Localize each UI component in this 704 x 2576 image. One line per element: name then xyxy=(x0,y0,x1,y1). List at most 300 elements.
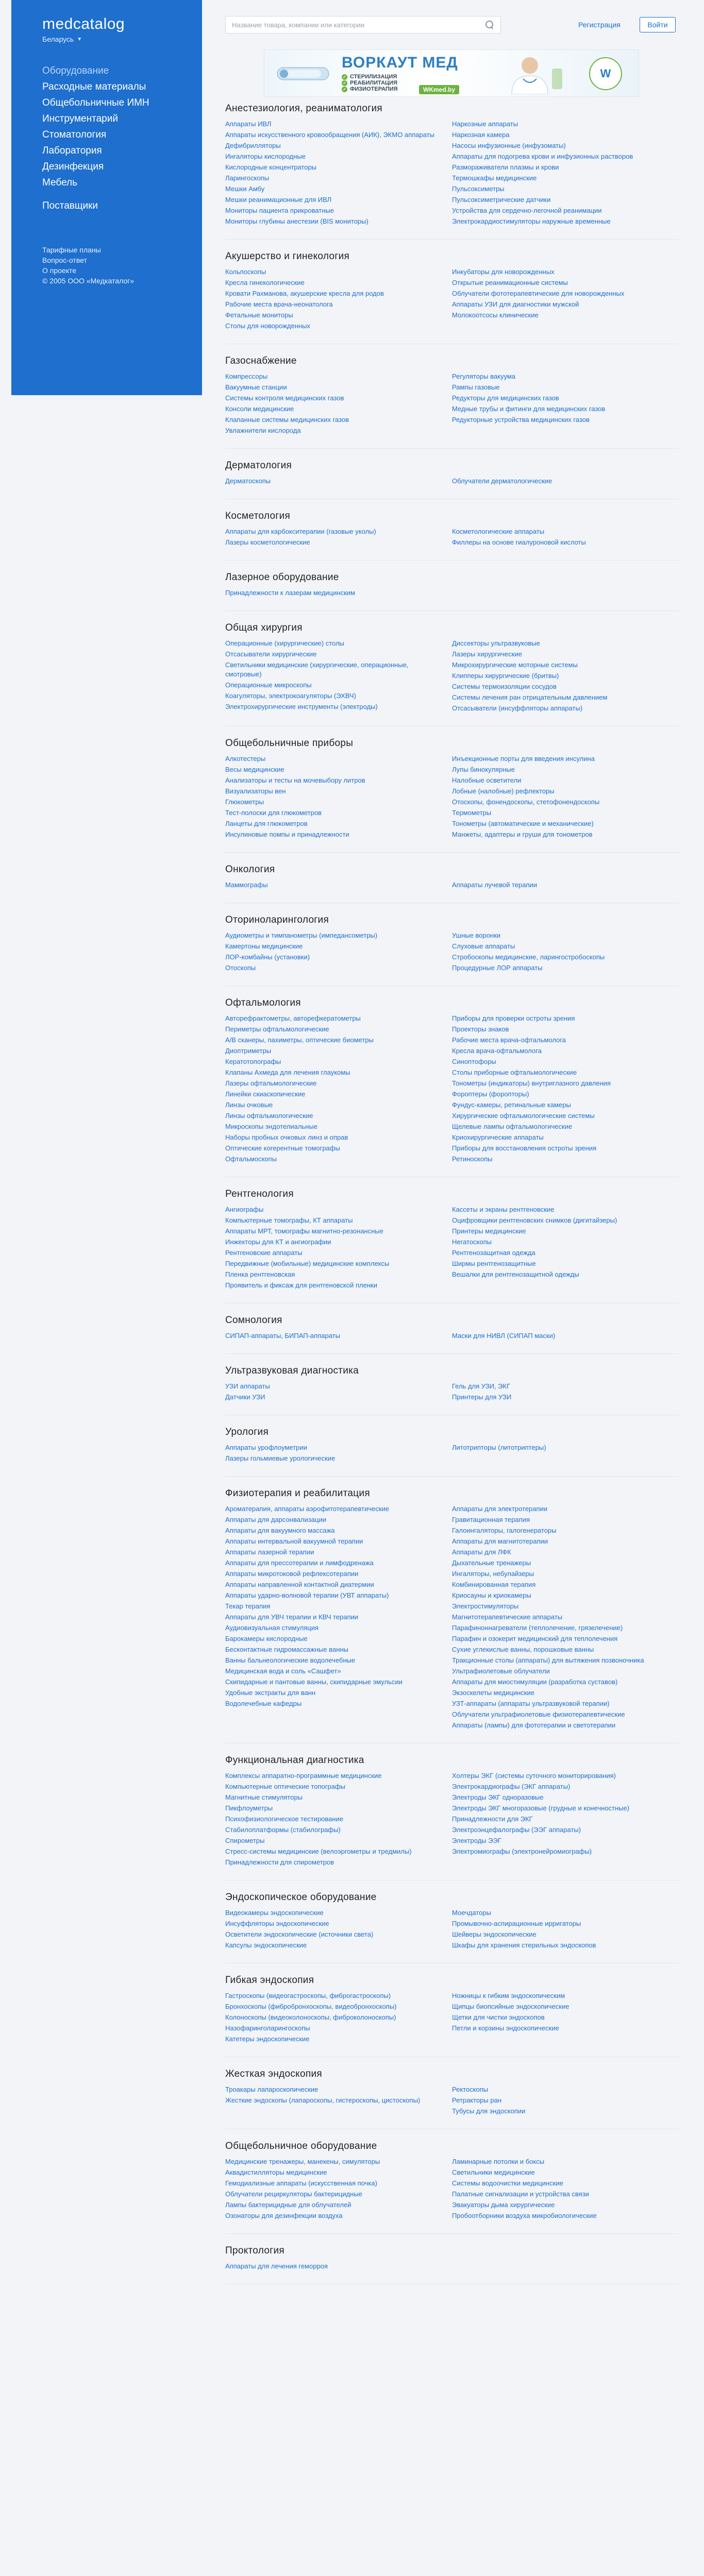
category-link[interactable]: Рампы газовые xyxy=(452,383,500,391)
section-title: Гибкая эндоскопия xyxy=(225,1975,314,1986)
category-link[interactable]: Отоскопы xyxy=(225,964,256,972)
category-link[interactable]: Электроды ЭКГ многоразовые (грудные и конечностные) xyxy=(452,1804,630,1812)
category-link[interactable]: Кровати Рахманова, акушерские кресла для родов xyxy=(225,290,384,297)
footer-faq[interactable]: Вопрос-ответ xyxy=(42,256,87,264)
category-link[interactable]: Клапанные системы медицинских газов xyxy=(225,416,349,423)
category-link[interactable]: Электроды ЭЭГ xyxy=(452,1837,501,1844)
category-link[interactable]: Электроэнцефалографы (ЭЭГ аппараты) xyxy=(452,1826,581,1834)
category-link[interactable]: Ширмы рентгенозащитные xyxy=(452,1260,536,1267)
category-link[interactable]: Парафиноннагреватели (теплолечение, грязелечение) xyxy=(452,1624,623,1632)
category-column-left xyxy=(225,477,452,487)
category-link[interactable]: Приборы для восстановления остроты зрения xyxy=(452,1144,597,1152)
category-link[interactable]: Системы термоизоляции сосудов xyxy=(452,683,557,690)
nav-item[interactable]: Мебель xyxy=(42,177,77,188)
category-link[interactable]: Косметологические аппараты xyxy=(452,528,545,535)
nav-item[interactable]: Стоматология xyxy=(42,129,107,140)
category-link[interactable]: Рабочие места врача-офтальмолога xyxy=(452,1036,566,1044)
catalog-section xyxy=(225,1189,679,1303)
category-link[interactable]: ЛОР-комбайны (установки) xyxy=(225,953,310,961)
category-link[interactable]: Аппараты лазерной терапии xyxy=(225,1548,314,1556)
category-link[interactable]: Тракционные столы (аппараты) для вытяжения позвоночника xyxy=(452,1656,644,1664)
category-link[interactable]: Отоскопы, фонендоскопы, стетофонендоскопы xyxy=(452,798,600,806)
category-link[interactable]: Эвакуаторы дыма хирургические xyxy=(452,2201,555,2209)
category-link[interactable]: Бесконтактные гидромассажные ванны xyxy=(225,1646,348,1653)
category-link[interactable]: Ламинарные потолки и боксы xyxy=(452,2158,545,2165)
category-link[interactable]: Компьютерные оптические топографы xyxy=(225,1783,345,1790)
category-column-right xyxy=(452,1771,679,1869)
category-link[interactable]: Ретракторы ран xyxy=(452,2096,502,2104)
category-link[interactable]: Облучатели фототерапевтические для новорожденных xyxy=(452,290,625,297)
catalog-section xyxy=(225,864,679,903)
category-link[interactable]: Мешки Амбу xyxy=(225,185,265,193)
category-link[interactable]: Катетеры эндоскопические xyxy=(225,2035,310,2043)
category-link[interactable]: Аппараты интервальной вакуумной терапии xyxy=(225,1537,363,1545)
suppliers-nav xyxy=(42,198,171,214)
category-link[interactable]: Устройства для сердечно-легочной реанимации xyxy=(452,207,602,214)
category-column-left xyxy=(225,1908,452,1952)
section-title: Общебольничное оборудование xyxy=(225,2141,377,2151)
banner-line: ✓ СТЕРИЛИЗАЦИЯ xyxy=(342,74,397,80)
category-link[interactable]: Аппараты для подогрева крови и инфузионных растворов xyxy=(452,152,633,160)
category-link[interactable]: Назофаринголарингоскопы xyxy=(225,2024,310,2032)
category-link[interactable]: Лампы бактерицидные для облучателей xyxy=(225,2201,351,2209)
category-link[interactable]: Редукторы для медицинских газов xyxy=(452,394,559,402)
category-link[interactable]: Рентгенозащитная одежда xyxy=(452,1249,535,1257)
category-link[interactable]: Передвижные (мобильные) медицинские комплексы xyxy=(225,1260,390,1267)
category-link[interactable]: Налобные осветители xyxy=(452,776,522,784)
section-title: Онкология xyxy=(225,864,275,875)
category-link[interactable]: Маски для НИВЛ (СИПАП маски) xyxy=(452,1332,556,1340)
category-link[interactable]: Наборы пробных очковых линз и оправ xyxy=(225,1133,348,1141)
sidebar xyxy=(11,0,202,395)
search-input[interactable] xyxy=(232,21,485,29)
section-title: Лазерное оборудование xyxy=(225,572,339,583)
wk-logo-icon: W xyxy=(589,57,622,90)
category-link[interactable]: Троакары лапароскопические xyxy=(225,2086,319,2093)
section-title: Акушерство и гинекология xyxy=(225,251,350,262)
category-link[interactable]: Операционные (хирургические) столы xyxy=(225,639,344,647)
category-link[interactable]: Ушные воронки xyxy=(452,931,501,939)
category-link[interactable]: Отсасыватели хирургические xyxy=(225,650,317,658)
category-link[interactable]: Процедурные ЛОР аппараты xyxy=(452,964,543,972)
category-link[interactable]: Диоптриметры xyxy=(225,1047,272,1055)
category-link[interactable]: Системы контроля медицинских газов xyxy=(225,394,344,402)
category-link[interactable]: Стресс-системы медицинские (велоэргометры и тредмилы) xyxy=(225,1848,412,1855)
section-title: Ультразвуковая диагностика xyxy=(225,1365,359,1376)
category-link[interactable]: Гемодиализные аппараты (искусственная почка) xyxy=(225,2179,377,2187)
category-link[interactable]: Пикфлоуметры xyxy=(225,1804,273,1812)
category-link[interactable]: Принтеры медицинские xyxy=(452,1227,526,1235)
category-link[interactable]: Ангиографы xyxy=(225,1206,264,1213)
category-link[interactable]: Облучатели рециркуляторы бактерицидные xyxy=(225,2190,362,2198)
category-link[interactable]: Ланцеты для глюкометров xyxy=(225,820,308,827)
category-link[interactable]: Кератотопографы xyxy=(225,1058,281,1065)
category-link[interactable]: Тонометры (индикаторы) внутриглазного давления xyxy=(452,1079,611,1087)
category-link[interactable]: Комплексы аппаратно-программные медицинские xyxy=(225,1772,382,1780)
category-link[interactable]: Пульсоксиметрические датчики xyxy=(452,196,551,204)
category-link[interactable]: Мешки реанимационные для ИВЛ xyxy=(225,196,332,204)
category-link[interactable]: Петли и корзины эндоскопические xyxy=(452,2024,559,2032)
section-title: Сомнология xyxy=(225,1315,282,1326)
category-link[interactable]: Термометры xyxy=(452,809,492,817)
category-link[interactable]: Насосы инфузионные (инфузоматы) xyxy=(452,142,566,149)
category-link[interactable]: Медицинская вода и соль «Сашфет» xyxy=(225,1667,341,1675)
category-link[interactable]: Инсулиновые помпы и принадлежности xyxy=(225,831,349,838)
category-link[interactable]: Линзы офтальмологические xyxy=(225,1112,313,1120)
category-link[interactable]: Промывочно-аспирационные ирригаторы xyxy=(452,1920,581,1927)
chevron-down-icon: ▼ xyxy=(77,36,82,42)
category-link[interactable]: Аппараты для миостимуляции (разработка суставов) xyxy=(452,1678,618,1686)
category-column-right xyxy=(452,639,679,715)
category-column-left xyxy=(225,880,452,891)
category-link[interactable]: Тонометры (автоматические и механические) xyxy=(452,820,594,827)
category-link[interactable]: Молокоотсосы клинические xyxy=(452,311,539,319)
category-link[interactable]: Спирометры xyxy=(225,1837,265,1844)
ad-banner[interactable] xyxy=(264,49,639,97)
catalog-section xyxy=(225,460,679,499)
category-link[interactable]: Проявитель и фиксаж для рентгеновской пленки xyxy=(225,1281,377,1289)
category-link[interactable]: Светильники медицинские (хирургические, операционные, смотровые) xyxy=(225,661,409,678)
category-link[interactable]: Аппараты (лампы) для фототерапии и светотерапии xyxy=(452,1721,616,1729)
category-link[interactable]: Дерматоскопы xyxy=(225,477,271,485)
category-link[interactable]: Электрохирургические инструменты (электроды) xyxy=(225,703,378,710)
section-title: Физиотерапия и реабилитация xyxy=(225,1488,370,1499)
category-link[interactable]: Лупы бинокулярные xyxy=(452,766,515,773)
category-column-right xyxy=(452,2262,679,2273)
category-link[interactable]: Пленка рентгеновская xyxy=(225,1270,295,1278)
category-link[interactable]: Офтальмоскопы xyxy=(225,1155,277,1163)
section-title: Общая хирургия xyxy=(225,622,303,633)
category-link[interactable]: Жесткие эндоскопы (лапароскопы, гистероскопы, цистоскопы) xyxy=(225,2096,421,2104)
category-column-left xyxy=(225,267,452,332)
category-link[interactable]: Филлеры на основе гиалуроновой кислоты xyxy=(452,538,586,546)
category-link[interactable]: Операционные микроскопы xyxy=(225,681,312,689)
category-link[interactable]: Инкубаторы для новорожденных xyxy=(452,268,555,276)
category-link[interactable]: Шейверы эндоскопические xyxy=(452,1930,537,1938)
category-link[interactable]: Фетальные мониторы xyxy=(225,311,293,319)
category-link[interactable]: Гастроскопы (видеогастроскопы, фиброгастроскопы) xyxy=(225,1992,391,1999)
category-link[interactable]: Дефибрилляторы xyxy=(225,142,281,149)
catalog xyxy=(225,103,679,2296)
category-link[interactable]: Ингаляторы кислородные xyxy=(225,152,306,160)
category-link[interactable]: Аппараты для карбокситерапии (газовые уколы) xyxy=(225,528,376,535)
catalog-section xyxy=(225,622,679,726)
category-link[interactable]: Пробоотборники воздуха микробиологические xyxy=(452,2212,597,2219)
category-link[interactable]: Лазеры офтальмологические xyxy=(225,1079,317,1087)
category-link[interactable]: Инжекторы для КТ и ангиографии xyxy=(225,1238,331,1246)
category-link[interactable]: Принадлежности для спирометров xyxy=(225,1858,334,1866)
site-logo[interactable]: medcatalog xyxy=(42,15,125,32)
category-link[interactable]: Щипцы биопсийные эндоскопические xyxy=(452,2003,569,2010)
register-link[interactable]: Регистрация xyxy=(578,21,621,29)
category-link[interactable]: Осветители эндоскопические (источники света) xyxy=(225,1930,374,1938)
category-link[interactable]: Редукторные устройства медицинских газов xyxy=(452,416,590,423)
nav-item[interactable]: Оборудование xyxy=(42,65,109,76)
category-link[interactable]: Наркозная камера xyxy=(452,131,510,139)
category-link[interactable]: УЗИ аппараты xyxy=(225,1382,270,1390)
nav-item[interactable]: Лаборатория xyxy=(42,145,102,156)
category-link[interactable]: Лазеры косметологические xyxy=(225,538,310,546)
category-link[interactable]: Периметры офтальмологические xyxy=(225,1025,329,1033)
category-link[interactable]: Отсасыватели (инсуффляторы аппараты) xyxy=(452,704,583,712)
category-link[interactable]: Магнитные стимуляторы xyxy=(225,1793,303,1801)
section-title: Жесткая эндоскопия xyxy=(225,2069,322,2079)
category-link[interactable]: Диссекторы ультразвуковые xyxy=(452,639,540,647)
category-link[interactable]: Слуховые аппараты xyxy=(452,942,515,950)
category-link[interactable]: Термошкафы медицинские xyxy=(452,174,537,182)
category-link[interactable]: Парафин и озокерит медицинский для теплолечения xyxy=(452,1635,618,1642)
category-link[interactable]: Аппараты для дарсонвализации xyxy=(225,1516,326,1523)
category-link[interactable]: Колоноскопы (видеоколоноскопы, фиброколоноскопы) xyxy=(225,2013,396,2021)
category-link[interactable]: Ретиноскопы xyxy=(452,1155,493,1163)
category-link[interactable]: Столы приборные офтальмологические xyxy=(452,1069,577,1076)
region-label: Беларусь xyxy=(42,35,74,43)
nav-item[interactable]: Дезинфекция xyxy=(42,161,104,172)
catalog-section xyxy=(225,2141,679,2234)
category-link[interactable]: Весы медицинские xyxy=(225,766,284,773)
category-link[interactable]: Ванны бальнеологические водолечебные xyxy=(225,1656,356,1664)
footer-about[interactable]: О проекте xyxy=(42,266,77,275)
category-link[interactable]: Аппараты искусственного кровообращения (АИК), ЭКМО аппараты xyxy=(225,131,434,139)
category-link[interactable]: Удобные экстракты для ванн xyxy=(225,1689,316,1697)
category-column-right xyxy=(452,588,679,599)
category-link[interactable]: Синоптофоры xyxy=(452,1058,496,1065)
category-link[interactable]: Авторефрактометры, авторефкератометры xyxy=(225,1014,361,1022)
category-link[interactable]: Проекторы знаков xyxy=(452,1025,509,1033)
category-link[interactable]: Магнитотерапевтические аппараты xyxy=(452,1613,563,1621)
category-link[interactable]: Водолечебные кафедры xyxy=(225,1700,302,1707)
region-selector[interactable] xyxy=(42,35,171,43)
category-link[interactable]: Тубусы для эндоскопии xyxy=(452,2107,526,2115)
category-link[interactable]: Ингаляторы, небулайзеры xyxy=(452,1570,534,1578)
copyright: © 2005 ООО «Медкаталог» xyxy=(42,277,135,285)
nav-item[interactable]: Общебольничные ИМН xyxy=(42,97,149,108)
category-link[interactable]: Кресла гинекологические xyxy=(225,279,305,286)
category-link[interactable]: СИПАП-аппараты, БИПАП-аппараты xyxy=(225,1332,340,1340)
category-link[interactable]: Принадлежности к лазерам медицинским xyxy=(225,589,355,597)
category-link[interactable]: Сухие углекислые ванны, порошковые ванны xyxy=(452,1646,594,1653)
category-link[interactable]: Скипидарные и пантовые ванны, скипидарные эмульсии xyxy=(225,1678,403,1686)
category-link[interactable]: Палатные сигнализации и устройства связи xyxy=(452,2190,589,2198)
category-link[interactable]: Медные трубы и фитинги для медицинских газов xyxy=(452,405,606,413)
category-link[interactable]: Ножницы к гибким эндоскопическим xyxy=(452,1992,565,1999)
category-link[interactable]: Аудиовизуальная стимуляция xyxy=(225,1624,319,1632)
category-link[interactable]: Маммографы xyxy=(225,881,268,889)
category-link[interactable]: Кислородные концентраторы xyxy=(225,163,317,171)
category-link[interactable]: Увлажнители кислорода xyxy=(225,427,301,434)
category-link[interactable]: Аппараты для ЛФК xyxy=(452,1548,511,1556)
category-link[interactable]: Линзы очковые xyxy=(225,1101,273,1109)
category-link[interactable]: Клапаны Ахмеда для лечения глаукомы xyxy=(225,1069,350,1076)
category-link[interactable]: Моечдаторы xyxy=(452,1909,491,1917)
nav-item[interactable]: Инструментарий xyxy=(42,113,118,124)
category-link[interactable]: Лобные (налобные) рефлекторы xyxy=(452,787,555,795)
category-link[interactable]: Дыхательные тренажеры xyxy=(452,1559,531,1567)
catalog-section xyxy=(225,103,679,240)
category-link[interactable]: Бронхоскопы (фибробронхоскопы, видеобронхоскопы) xyxy=(225,2003,397,2010)
category-link[interactable]: Клипперы хирургические (бритвы) xyxy=(452,672,559,680)
category-link[interactable]: Криохирургические аппараты xyxy=(452,1133,544,1141)
category-column-left xyxy=(225,639,452,715)
section-title: Эндоскопическое оборудование xyxy=(225,1892,377,1903)
category-link[interactable]: Аппараты для прессотерапии и лимфодренажа xyxy=(225,1559,374,1567)
category-column-right xyxy=(452,120,679,228)
category-link[interactable]: Ректоскопы xyxy=(452,2086,489,2093)
category-link[interactable]: Капсулы эндоскопические xyxy=(225,1941,307,1949)
category-link[interactable]: Ультрафиолетовые облучатели xyxy=(452,1667,550,1675)
category-link[interactable]: Оцифровщики рентгеновских снимков (дигитайзеры) xyxy=(452,1216,617,1224)
category-link[interactable]: Аппараты для электротерапии xyxy=(452,1505,548,1513)
category-link[interactable]: Светильники медицинские xyxy=(452,2168,535,2176)
category-link[interactable]: Криосауны и криокамеры xyxy=(452,1591,531,1599)
category-link[interactable]: Стабилоплатформы (стабилографы) xyxy=(225,1826,341,1834)
category-link[interactable]: Аппараты УЗИ для диагностики мужской xyxy=(452,300,579,308)
category-link[interactable]: Коагуляторы, электрокоагуляторы (ЭХВЧ) xyxy=(225,692,356,700)
category-link[interactable]: Тест-полоски для глюкометров xyxy=(225,809,322,817)
category-link[interactable]: Аппараты микротоковой рефлексотерапии xyxy=(225,1570,359,1578)
nav-item[interactable]: Расходные материалы xyxy=(42,81,146,92)
category-link[interactable]: Галоингаляторы, галогенераторы xyxy=(452,1527,557,1534)
category-link[interactable]: Хирургические офтальмологические системы xyxy=(452,1112,595,1120)
category-link[interactable]: Рентгеновские аппараты xyxy=(225,1249,303,1257)
category-column-right xyxy=(452,1991,679,2045)
category-link[interactable]: Датчики УЗИ xyxy=(225,1393,265,1401)
category-link[interactable]: Микрохирургические моторные системы xyxy=(452,661,578,669)
category-link[interactable]: Негатоскопы xyxy=(452,1238,492,1246)
category-link[interactable]: Кассеты и экраны рентгеновские xyxy=(452,1206,555,1213)
category-link[interactable]: Аппараты для магнитотерапии xyxy=(452,1537,548,1545)
category-link[interactable]: Визуализаторы вен xyxy=(225,787,286,795)
category-link[interactable]: Аппараты для вакуумного массажа xyxy=(225,1527,335,1534)
category-link[interactable]: Щелевые лампы офтальмологические xyxy=(452,1123,573,1130)
category-link[interactable]: Гравитационная терапия xyxy=(452,1516,530,1523)
category-link[interactable]: Барокамеры кислородные xyxy=(225,1635,308,1642)
category-link[interactable]: Приборы для проверки остроты зрения xyxy=(452,1014,575,1022)
catalog-section xyxy=(225,2069,679,2129)
category-column-left xyxy=(225,527,452,549)
section-title: Оториноларингология xyxy=(225,914,329,925)
catalog-section xyxy=(225,997,679,1177)
category-link[interactable]: Вакуумные станции xyxy=(225,383,287,391)
category-link[interactable]: Глюкометры xyxy=(225,798,264,806)
category-link[interactable]: Электрокардиографы (ЭКГ аппараты) xyxy=(452,1783,571,1790)
category-column-right xyxy=(452,2085,679,2117)
category-link[interactable]: Текар терапия xyxy=(225,1602,271,1610)
category-link[interactable]: Шкафы для хранения стерильных эндоскопов xyxy=(452,1941,596,1949)
category-link[interactable]: Вешалки для рентгенозащитной одежды xyxy=(452,1270,579,1278)
category-link[interactable]: Микроскопы эндотелиальные xyxy=(225,1123,317,1130)
category-column-right xyxy=(452,1908,679,1952)
section-title: Функциональная диагностика xyxy=(225,1755,364,1766)
category-link[interactable]: Аппараты ИВЛ xyxy=(225,120,272,128)
category-link[interactable]: Линейки скиаскопические xyxy=(225,1090,306,1098)
catalog-section xyxy=(225,251,679,344)
category-link[interactable]: Аквадистилляторы медицинские xyxy=(225,2168,327,2176)
category-column-left xyxy=(225,1771,452,1869)
category-link[interactable]: Аппараты направленной контактной диатермии xyxy=(225,1581,374,1588)
category-link[interactable]: Консоли медицинские xyxy=(225,405,294,413)
category-link[interactable]: Кольпоскопы xyxy=(225,268,266,276)
category-link[interactable]: Аппараты урофлоуметрии xyxy=(225,1444,307,1451)
section-title: Общебольничные приборы xyxy=(225,738,354,749)
category-link[interactable]: Аппараты лучевой терапии xyxy=(452,881,538,889)
category-link[interactable]: Озонаторы для дезинфекции воздуха xyxy=(225,2212,343,2219)
category-link[interactable]: Принтеры для УЗИ xyxy=(452,1393,512,1401)
category-link[interactable]: Облучатели ультрафиолетовые физиотерапевтические xyxy=(452,1710,625,1718)
category-link[interactable]: Аппараты для УВЧ терапии и КВЧ терапии xyxy=(225,1613,359,1621)
category-link[interactable]: Лазеры гольмиевые урологические xyxy=(225,1454,336,1462)
category-link[interactable]: Фундус-камеры, ретинальные камеры xyxy=(452,1101,571,1109)
category-link[interactable]: Электроды ЭКГ одноразовые xyxy=(452,1793,544,1801)
category-link[interactable]: Ароматерапия, аппараты аэрофитотерапевтические xyxy=(225,1505,390,1513)
login-button[interactable]: Войти xyxy=(640,17,676,32)
category-link[interactable]: Электрокардиостимуляторы наружные временные xyxy=(452,217,611,225)
category-link[interactable]: Психофизиологическое тестирование xyxy=(225,1815,344,1823)
nav-suppliers[interactable]: Поставщики xyxy=(42,200,98,211)
category-link[interactable]: Стробоскопы медицинские, ларингостробоскопы xyxy=(452,953,605,961)
category-link[interactable]: Электромиографы (электронейромиографы) xyxy=(452,1848,592,1855)
category-link[interactable]: Облучатели дерматологические xyxy=(452,477,552,485)
category-link[interactable]: Аудиометры и тимпанометры (импедансометры) xyxy=(225,931,378,939)
category-link[interactable]: Аппараты ударно-волновой терапии (УВТ аппараты) xyxy=(225,1591,389,1599)
category-link[interactable]: Аппараты МРТ, томографы магнитно-резонансные xyxy=(225,1227,383,1235)
category-link[interactable]: Ларингоскопы xyxy=(225,174,270,182)
category-link[interactable]: Инъекционные порты для введения инсулина xyxy=(452,755,595,762)
category-column-right xyxy=(452,1382,679,1403)
category-link[interactable]: Компрессоры xyxy=(225,372,268,380)
category-link[interactable]: Холтеры ЭКГ (системы суточного мониторирования) xyxy=(452,1772,616,1780)
category-column-right xyxy=(452,880,679,891)
category-link[interactable]: Пульсоксиметры xyxy=(452,185,505,193)
category-column-right xyxy=(452,2157,679,2222)
category-link[interactable]: Системы лечения ран отрицательным давлением xyxy=(452,693,608,701)
category-link[interactable]: Столы для новорожденных xyxy=(225,322,310,330)
category-link[interactable]: Щетки для чистки эндоскопов xyxy=(452,2013,545,2021)
category-link[interactable]: Манжеты, адаптеры и груши для тонометров xyxy=(452,831,593,838)
category-link[interactable]: Комбинированная терапия xyxy=(452,1581,536,1588)
category-link[interactable]: Мониторы пациента прикроватные xyxy=(225,207,334,214)
category-link[interactable]: Аппараты для лечения геморроя xyxy=(225,2262,328,2270)
category-link[interactable]: Системы водоочистки медицинские xyxy=(452,2179,563,2187)
category-link[interactable]: Наркозные аппараты xyxy=(452,120,518,128)
category-link[interactable]: Рабочие места врача-неонатолога xyxy=(225,300,333,308)
category-link[interactable]: Открытые реанимационные системы xyxy=(452,279,568,286)
category-link[interactable]: Анализаторы и тесты на мочевыбору литров xyxy=(225,776,365,784)
category-link[interactable]: А/В сканеры, пахиметры, оптические биометры xyxy=(225,1036,374,1044)
category-link[interactable]: Электростимуляторы xyxy=(452,1602,519,1610)
category-link[interactable]: Фороптеры (форопторы) xyxy=(452,1090,529,1098)
category-link[interactable]: Принадлежности для ЭКГ xyxy=(452,1815,533,1823)
category-link[interactable]: Экзоскелеты медицинские xyxy=(452,1689,534,1697)
category-link[interactable]: Лазеры хирургические xyxy=(452,650,522,658)
category-link[interactable]: Медицинские тренажеры, манекены, симуляторы xyxy=(225,2158,380,2165)
category-link[interactable]: Камертоны медицинские xyxy=(225,942,303,950)
category-link[interactable]: УЗТ-аппараты (аппараты ультразвуковой терапии) xyxy=(452,1700,610,1707)
category-link[interactable]: Регуляторы вакуума xyxy=(452,372,515,380)
category-link[interactable]: Гель для УЗИ, ЭКГ xyxy=(452,1382,511,1390)
category-link[interactable]: Кресла врача-офтальмолога xyxy=(452,1047,542,1055)
category-link[interactable]: Оптические когерентные томографы xyxy=(225,1144,340,1152)
category-link[interactable]: Мониторы глубины анестезии (BIS мониторы) xyxy=(225,217,368,225)
category-link[interactable]: Литотрипторы (литотриптеры) xyxy=(452,1444,546,1451)
category-link[interactable]: Видеокамеры эндоскопические xyxy=(225,1909,324,1917)
search-icon[interactable] xyxy=(485,20,494,29)
category-link[interactable]: Размораживатели плазмы и крови xyxy=(452,163,559,171)
category-link[interactable]: Компьютерные томографы, КТ аппараты xyxy=(225,1216,353,1224)
category-link[interactable]: Алкотестеры xyxy=(225,755,266,762)
footer-tariffs[interactable]: Тарифные планы xyxy=(42,246,101,254)
category-link[interactable]: Инсуффляторы эндоскопические xyxy=(225,1920,329,1927)
